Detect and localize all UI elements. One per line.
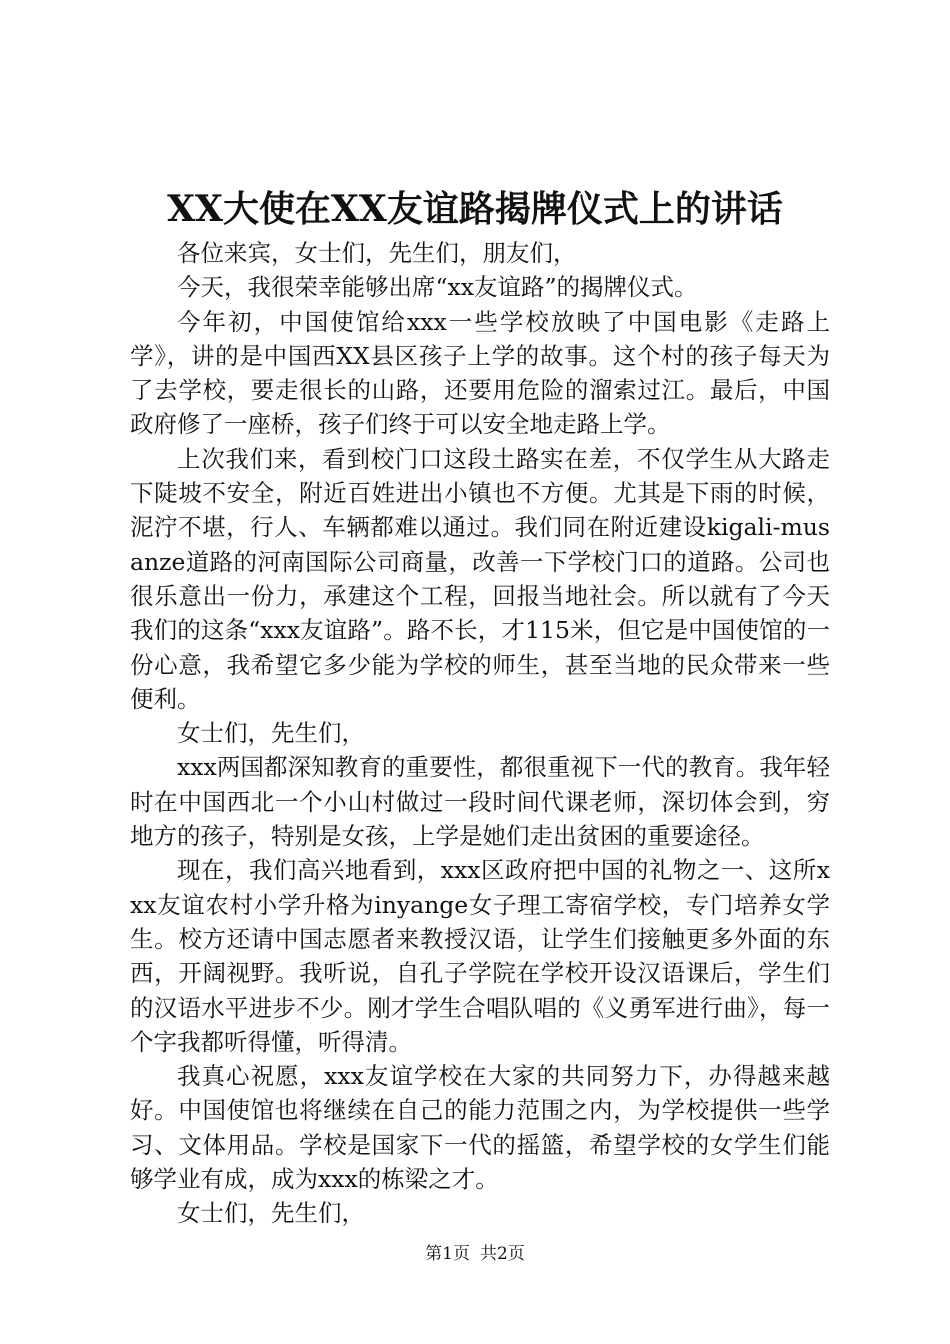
paragraph-greeting: 各位来宾，女士们，先生们，朋友们， — [177, 239, 577, 267]
paragraph-school: 现在，我们高兴地看到，xxx区政府把中国的礼物之一、这所xxx友谊农村小学升格为inyange女子理工寄宿学校，专门培养女学生。校方还请中国志愿者来教授汉语，让学生们接触更多外面的东西，开阔视野。我听说，自孔子学院在学校开设汉语课后，学生们的汉语水平进步不少。刚才学生合唱队唱的《义勇军进行曲》，每一个字我都听得懂，听得清。 — [130, 856, 830, 1056]
paragraph-film: 今年初，中国使馆给xxx一些学校放映了中国电影《走路上学》，讲的是中国西XX县区孩子上学的故事。这个村的孩子每天为了去学校，要走很长的山路，还要用危险的溜索过江。最后，中国政府修了一座桥，孩子们终于可以安全地走路上学。 — [130, 307, 830, 439]
page-total: 共2页 — [480, 1244, 525, 1264]
paragraph-address: 女士们，先生们， — [177, 719, 365, 748]
paragraph-wishes: 我真心祝愿，xxx友谊学校在大家的共同努力下，办得越来越好。中国使馆也将继续在自己的能力范围之内，为学校提供一些学习、文体用品。学校是国家下一代的摇篮，希望学校的女学生们能够学业有成，成为xxx的栋梁之才。 — [130, 1062, 830, 1194]
speech-body — [130, 236, 830, 1231]
paragraph-road: 上次我们来，看到校门口这段土路实在差，不仅学生从大路走下陡坡不安全，附近百姓进出小镇也不方便。尤其是下雨的时候，泥泞不堪，行人、车辆都难以通过。我们同在附近建设kigali-musanze道路的河南国际公司商量，改善一下学校门口的道路。公司也很乐意出一份力，承建这个工程，回报当地社会。所以就有了今天我们的这条“xxx友谊路”。路不长，才115米，但它是中国使馆的一份心意，我希望它多少能为学校的师生，甚至当地的民众带来一些便利。 — [130, 444, 830, 713]
paragraph-address-closing: 女士们，先生们， — [177, 1199, 365, 1228]
paragraph-opening: 今天，我很荣幸能够出席“xx友谊路”的揭牌仪式。 — [177, 273, 698, 302]
page-footer — [0, 1242, 950, 1266]
document-title: XX大使在XX友谊路揭牌仪式上的讲话 — [167, 188, 783, 230]
paragraph-education: xxx两国都深知教育的重要性，都很重视下一代的教育。我年轻时在中国西北一个小山村做过一段时间代课老师，深切体会到，穷地方的孩子，特别是女孩，上学是她们走出贫困的重要途径。 — [130, 753, 830, 851]
page-number: 第1页 — [425, 1244, 470, 1264]
